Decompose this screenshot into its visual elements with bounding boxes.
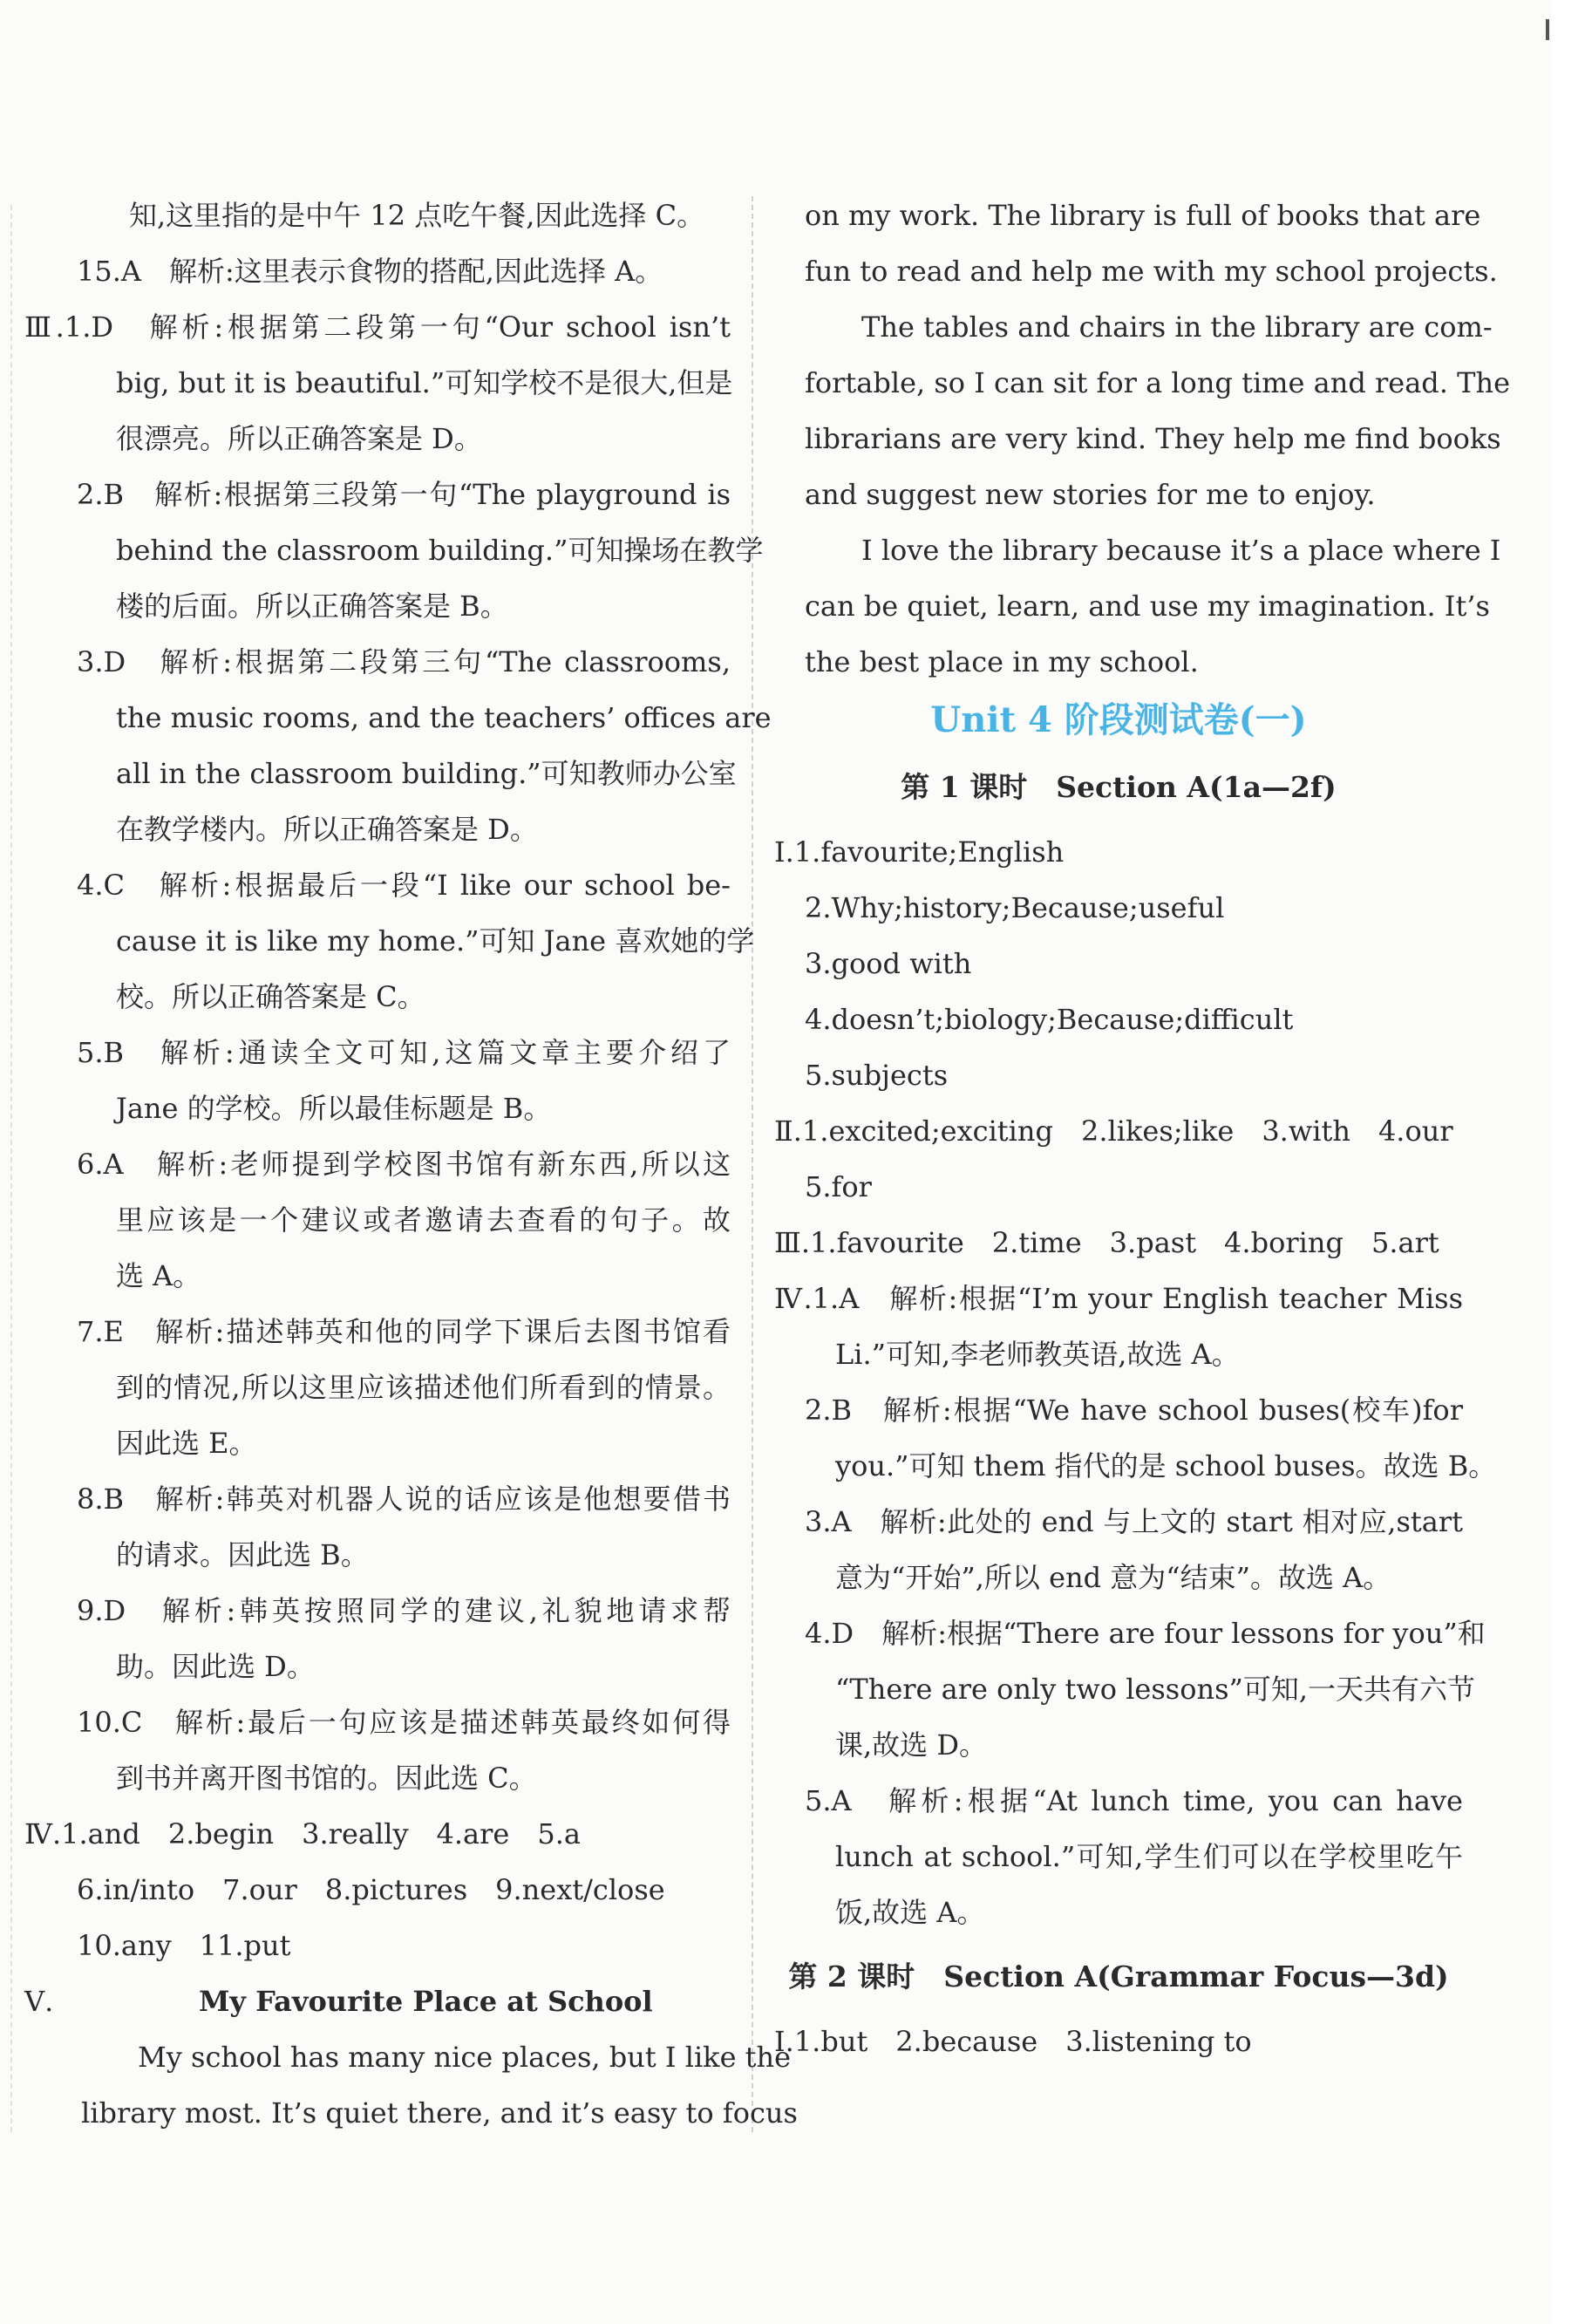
text-line: big, but it is beautiful.”可知学校不是很大,但是: [116, 366, 733, 399]
text-line: 4.C 解析:根据最后一段“I like our school be-: [77, 869, 731, 902]
text-line: 因此选 E。: [116, 1427, 257, 1460]
corner-mark: [1546, 19, 1549, 40]
unit-heading: Unit 4 阶段测试卷(一): [930, 699, 1307, 740]
text-line: 10.any 11.put: [77, 1929, 291, 1962]
text-line: 3.A 解析:此处的 end 与上文的 start 相对应,start: [805, 1505, 1463, 1538]
text-line: 的请求。因此选 B。: [116, 1538, 369, 1571]
text-line: you.”可知 them 指代的是 school buses。故选 B。: [835, 1449, 1497, 1482]
text-line: Jane 的学校。所以最佳标题是 B。: [116, 1092, 552, 1125]
section-heading-1: 第 1 课时 Section A(1a—2f): [901, 770, 1337, 804]
section-heading-2: 第 2 课时 Section A(Grammar Focus—3d): [788, 1959, 1449, 1993]
text-line: Ⅲ.1.D 解析:根据第二段第一句“Our school isn’t: [24, 310, 731, 344]
text-line: 选 A。: [116, 1259, 201, 1292]
essay-continuation: [774, 187, 1510, 690]
text-line: 到书并离开图书馆的。因此选 C。: [116, 1762, 537, 1795]
text-line: [24, 1973, 731, 2029]
text-line: 6.in/into 7.our 8.pictures 9.next/close: [77, 1873, 665, 1906]
text-line: behind the classroom building.”可知操场在教学: [116, 534, 764, 567]
text-line: “There are only two lessons”可知,一天共有六节: [835, 1673, 1476, 1706]
text-line: Ⅳ.1.and 2.begin 3.really 4.are 5.a: [24, 1817, 581, 1850]
text-line: 里应该是一个建议或者邀请去查看的句子。故: [116, 1203, 731, 1237]
text-line: 9.D 解析:韩英按照同学的建议,礼貌地请求帮: [77, 1594, 731, 1627]
text-line: library most. It’s quiet there, and it’s easy to focus: [81, 2096, 798, 2130]
left-margin-rule: [10, 205, 12, 2132]
text-line: My school has many nice places, but I like the: [138, 2041, 792, 2074]
text-line: 3.good with: [805, 947, 972, 980]
text-line: 到的情况,所以这里应该描述他们所看到的情景。: [116, 1371, 731, 1404]
text-line: Ⅰ.1.favourite;English: [774, 835, 1065, 869]
text-line: librarians are very kind. They help me find books: [805, 422, 1501, 455]
section2-answers: [774, 2014, 1463, 2069]
text-line: fortable, so I can sit for a long time and read. The: [805, 366, 1510, 399]
text-line: 楼的后面。所以正确答案是 B。: [116, 590, 508, 623]
text-line: 10.C 解析:最后一句应该是描述韩英最终如何得: [77, 1706, 731, 1739]
text-line: 4.D 解析:根据“There are four lessons for you”和: [805, 1617, 1486, 1650]
text-line: on my work. The library is full of books that are: [805, 199, 1481, 232]
text-line: 8.B 解析:韩英对机器人说的话应该是他想要借书: [77, 1482, 731, 1516]
text-line: all in the classroom building.”可知教师办公室: [116, 757, 737, 790]
text-line: the music rooms, and the teachers’ offices are: [116, 701, 772, 734]
text-line: cause it is like my home.”可知 Jane 喜欢她的学: [116, 924, 755, 958]
essay-title: My Favourite Place at School: [199, 1985, 653, 2018]
text-line: 饭,故选 A。: [835, 1896, 985, 1929]
text-line: fun to read and help me with my school projects.: [805, 255, 1498, 288]
text-line: can be quiet, learn, and use my imagination. It’s: [805, 590, 1490, 623]
section1-answers: [774, 824, 1497, 1940]
text-line: 在教学楼内。所以正确答案是 D。: [116, 813, 538, 846]
text-line: Li.”可知,李老师教英语,故选 A。: [835, 1338, 1240, 1371]
line-label: Ⅴ.: [24, 1985, 54, 2018]
column-divider: [752, 196, 753, 2132]
text-line: Ⅲ.1.favourite 2.time 3.past 4.boring 5.art: [774, 1226, 1439, 1259]
text-line: Ⅱ.1.excited;exciting 2.likes;like 3.with 4.our: [774, 1114, 1453, 1148]
text-line: 2.Why;history;Because;useful: [805, 891, 1225, 924]
text-line: 6.A 解析:老师提到学校图书馆有新东西,所以这: [77, 1148, 731, 1181]
text-line: lunch at school.”可知,学生们可以在学校里吃午: [835, 1840, 1463, 1873]
text-line: 3.D 解析:根据第二段第三句“The classrooms,: [77, 645, 731, 678]
text-line: Ⅰ.1.but 2.because 3.listening to: [774, 2025, 1252, 2058]
right-column: [774, 187, 1510, 2069]
text-line: 知,这里指的是中午 12 点吃午餐,因此选择 C。: [129, 199, 705, 232]
text-line: The tables and chairs in the library are com-: [861, 310, 1493, 344]
text-line: 5.A 解析:根据“At lunch time, you can have: [805, 1784, 1463, 1817]
text-line: 15.A 解析:这里表示食物的搭配,因此选择 A。: [77, 255, 663, 288]
text-line: 7.E 解析:描述韩英和他的同学下课后去图书馆看: [77, 1315, 731, 1348]
text-line: 很漂亮。所以正确答案是 D。: [116, 422, 482, 455]
text-line: 2.B 解析:根据“We have school buses(校车)for: [805, 1394, 1463, 1427]
text-line: and suggest new stories for me to enjoy.: [805, 478, 1376, 511]
text-line: 4.doesn’t;biology;Because;difficult: [805, 1003, 1294, 1036]
text-line: Ⅳ.1.A 解析:根据“I’m your English teacher Miss: [774, 1282, 1463, 1315]
text-line: 2.B 解析:根据第三段第一句“The playground is: [77, 478, 731, 511]
left-column: [24, 187, 798, 2141]
text-line: 5.for: [805, 1170, 872, 1203]
text-line: the best place in my school.: [805, 645, 1199, 678]
text-line: 课,故选 D。: [835, 1728, 988, 1762]
text-line: 意为“开始”,所以 end 意为“结束”。故选 A。: [835, 1561, 1391, 1594]
text-line: 助。因此选 D。: [116, 1650, 315, 1683]
text-line: 5.subjects: [805, 1059, 949, 1092]
text-line: 校。所以正确答案是 C。: [116, 980, 425, 1013]
text-line: I love the library because it’s a place where I: [861, 534, 1501, 567]
text-line: 5.B 解析:通读全文可知,这篇文章主要介绍了: [77, 1036, 731, 1069]
